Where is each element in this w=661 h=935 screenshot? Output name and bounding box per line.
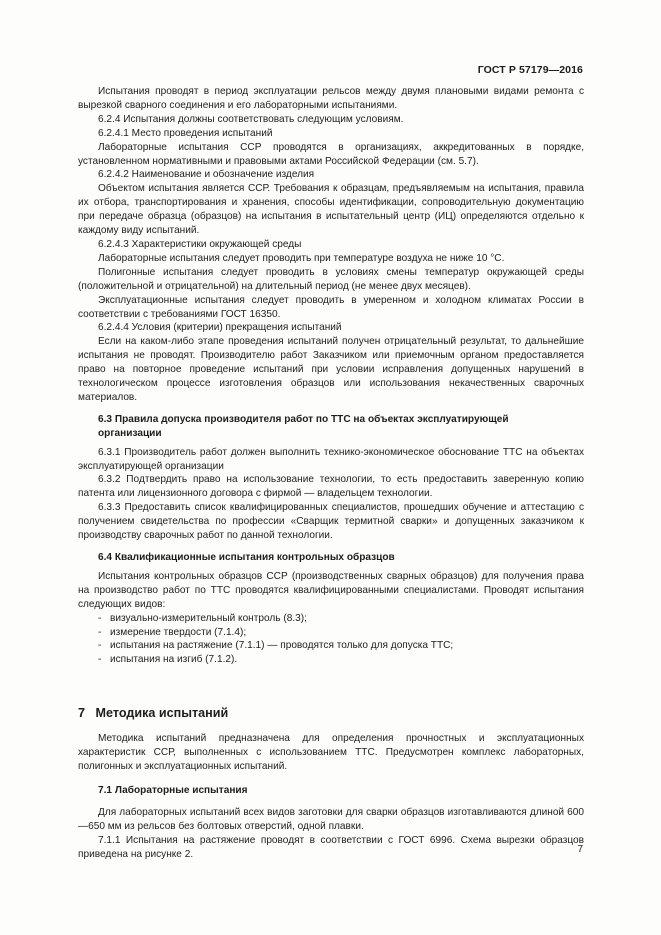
section-heading-line: организации xyxy=(98,427,162,439)
paragraph: Полигонные испытания следует проводить в условиях смены температур окружающей среды (положительной и отрицательной) на длительный период (не менее двух месяцев). xyxy=(78,266,584,292)
paragraph: Объектом испытания является ССР. Требования к образцам, предъявляемым на испытания, правила их отбора, транспортирования и хранения, способы идентификации, сопроводительную документацию при передаче образца (образцов) на испытания в испытательный центр (ИЦ) определяются отдельно к каждому виду испытаний. xyxy=(78,183,584,237)
paragraph: Для лабораторных испытаний всех видов заготовки для сварки образцов изготавливаются длиной 600—650 мм из рельсов без болтовых отверстий, одной плавки. xyxy=(78,806,584,832)
paragraph: Если на каком-либо этапе проведения испытаний получен отрицательный результат, то дальнейшие испытания не проводят. Производителю работ Заказчиком или приемочным органом предоставляется право на повторное проведение испытаний при условии исправления допущенных нарушений в технологическом процессе изготовления образцов или использования некачественных сварочных материалов. xyxy=(78,336,584,403)
section-7-heading xyxy=(78,707,584,721)
clause-6-3-3: 6.3.3 Предоставить список квалифицированных специалистов, прошедших обучение и аттестацию с получением свидетельства по профессии «Сварщик термитной сварки» и допущенных заказчиком к производству сварочных работ по данной технологии. xyxy=(78,502,584,542)
list-item: - визуально-измерительный контроль (8.3); xyxy=(98,612,307,624)
paragraph: Методика испытаний предназначена для определения прочностных и эксплуатационных характеристик ССР, выполненных с использованием ТТС. Предусмотрен комплекс лабораторных, полигонных и эксплуатационных испытаний. xyxy=(78,733,584,772)
section-title: Методика испытаний xyxy=(95,706,229,721)
section-heading-line: 6.3 Правила допуска производителя работ по ТТС на объектах эксплуатирующей xyxy=(98,413,509,425)
section-number: 7 xyxy=(78,706,86,721)
page-number: 7 xyxy=(577,844,583,855)
paragraph: Испытания контрольных образцов ССР (производственных сварных образцов) для получения права на производство работ по ТТС проводятся квалифицированными специалистами. Проводят испытания следующих видов: xyxy=(78,570,584,610)
clause-6-2-4-3: 6.2.4.3 Характеристики окружающей среды xyxy=(98,238,302,250)
section-6-3-heading xyxy=(78,413,584,441)
document-body xyxy=(78,85,584,861)
clause-7-1-1: 7.1.1 Испытания на растяжение проводят в соответствии с ГОСТ 6996. Схема вырезки образцов приведена на рисунке 2. xyxy=(78,834,584,860)
section-6-4-heading: 6.4 Квалификационные испытания контрольных образцов xyxy=(98,552,395,563)
list-item: - испытания на растяжение (7.1.1) — проводятся только для допуска ТТС; xyxy=(98,640,454,652)
list-item: - испытания на изгиб (7.1.2). xyxy=(98,654,238,666)
clause-6-3-2: 6.3.2 Подтвердить право на использование технологии, то есть предоставить заверенную копию патента или лицензионного договора с фирмой — владельцем технологии. xyxy=(78,474,584,500)
paragraph: Лабораторные испытания следует проводить при температуре воздуха не ниже 10 °С. xyxy=(98,252,505,264)
clause-6-2-4-2: 6.2.4.2 Наименование и обозначение изделия xyxy=(98,169,315,181)
clause-6-2-4-4: 6.2.4.4 Условия (критерии) прекращения испытаний xyxy=(98,322,342,334)
test-types-list xyxy=(78,612,584,668)
paragraph: Эксплуатационные испытания следует проводить в умеренном и холодном климатах России в соответствии с требованиями ГОСТ 16350. xyxy=(78,294,584,320)
clause-6-2-4-1: 6.2.4.1 Место проведения испытаний xyxy=(98,127,273,139)
clause-6-3-1: 6.3.1 Производитель работ должен выполнить технико-экономическое обоснование ТТС на объектах эксплуатирующей организации xyxy=(78,446,584,472)
paragraph: Лабораторные испытания ССР проводятся в организациях, аккредитованных в порядке, установленном нормативными и правовыми актами Российской Федерации (см. 5.7). xyxy=(78,141,584,167)
paragraph: Испытания проводят в период эксплуатации рельсов между двумя плановыми видами ремонта с вырезкой сварного соединения и его лабораторными испытаниями. xyxy=(78,86,584,111)
clause-6-2-4: 6.2.4 Испытания должны соответствовать следующим условиям. xyxy=(98,113,404,125)
document-code: ГОСТ Р 57179—2016 xyxy=(477,64,583,76)
list-item: - измерение твердости (7.1.4); xyxy=(98,626,247,638)
section-7-1-heading: 7.1 Лабораторные испытания xyxy=(98,784,248,796)
